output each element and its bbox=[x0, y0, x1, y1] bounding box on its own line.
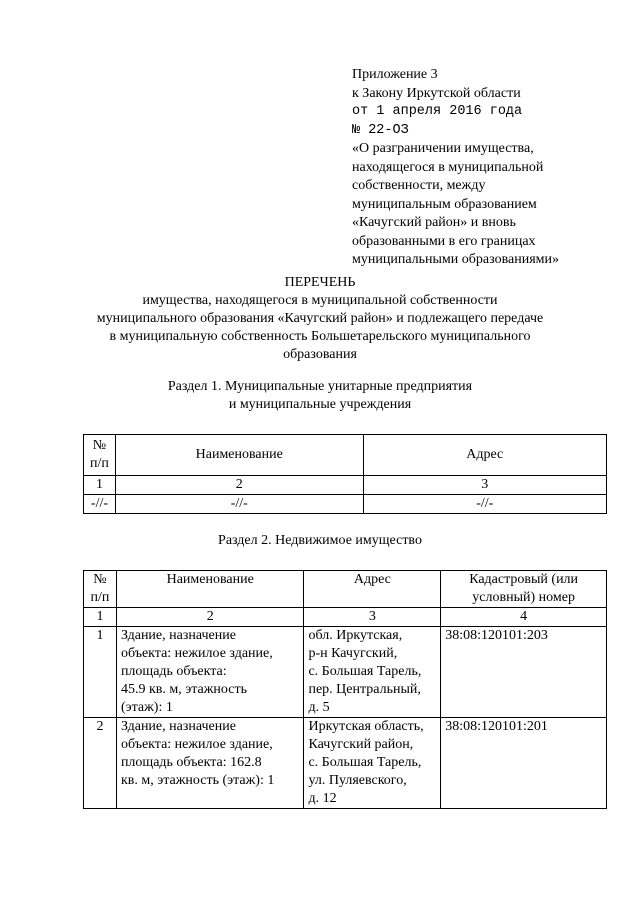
section1-title-line-2: и муниципальные учреждения bbox=[228, 397, 412, 412]
header-name: Наименование bbox=[116, 571, 304, 608]
header-num-symbol: № bbox=[93, 572, 107, 587]
index-row bbox=[84, 608, 607, 627]
title-main: ПЕРЕЧЕНЬ bbox=[284, 275, 356, 290]
table-cell: -//- bbox=[363, 495, 606, 514]
row-name-line: площадь объекта: 162.8 bbox=[120, 755, 262, 770]
row-num: 1 bbox=[84, 627, 117, 718]
row-name-line: объекта: нежилое здание, bbox=[120, 737, 273, 752]
header-num bbox=[84, 435, 116, 476]
appendix-law-title-5: «Качугский район» и вновь bbox=[352, 215, 516, 230]
header-cadastral bbox=[441, 571, 607, 608]
title-line-4: образования bbox=[283, 347, 357, 362]
row-address-line: с. Большая Тарель, bbox=[308, 664, 422, 679]
appendix-law-title-6: образованными в его границах bbox=[352, 233, 536, 249]
appendix-number: Приложение 3 bbox=[352, 67, 438, 82]
table-row bbox=[84, 495, 607, 514]
appendix-date: от 1 апреля 2016 года bbox=[352, 104, 523, 119]
row-name-line: Здание, назначение bbox=[120, 628, 236, 643]
table-cell: -//- bbox=[115, 495, 363, 514]
index-cell: 2 bbox=[115, 476, 363, 495]
header-address: Адрес bbox=[304, 571, 441, 608]
section1-table bbox=[83, 434, 607, 514]
header-num-abbrev: п/п bbox=[90, 590, 110, 605]
appendix-header bbox=[352, 66, 622, 270]
section1-title bbox=[0, 378, 640, 414]
header-cadastral-line-1: Кадастровый (или bbox=[469, 572, 579, 587]
row-address-line: р-н Качугский, bbox=[308, 646, 398, 661]
title-line-1: имущества, находящегося в муниципальной собственности bbox=[142, 293, 498, 308]
row-address bbox=[304, 718, 441, 809]
row-name-line: (этаж): 1 bbox=[120, 700, 173, 715]
row-name-line: кв. м, этажность (этаж): 1 bbox=[120, 773, 275, 788]
index-cell: 4 bbox=[441, 608, 607, 627]
title-line-2: муниципального образования «Качугский район» и подлежащего передаче bbox=[96, 311, 544, 326]
header-num-abbrev: п/п bbox=[90, 456, 109, 471]
appendix-law-title-4: муниципальным образованием bbox=[352, 196, 537, 212]
appendix-law-title-2: находящегося в муниципальной bbox=[352, 159, 544, 175]
header-cadastral-line-2: условный) номер bbox=[472, 590, 575, 605]
row-address-line: д. 12 bbox=[308, 791, 337, 806]
index-cell: 3 bbox=[363, 476, 606, 495]
index-row bbox=[84, 476, 607, 495]
row-name-line: 45.9 кв. м, этажность bbox=[120, 682, 247, 697]
appendix-law: к Закону Иркутской области bbox=[352, 85, 521, 101]
row-name bbox=[116, 627, 304, 718]
row-name-line: объекта: нежилое здание, bbox=[120, 646, 273, 661]
header-address: Адрес bbox=[363, 435, 606, 476]
index-cell: 1 bbox=[84, 476, 116, 495]
appendix-law-title-7: муниципальными образованиями» bbox=[352, 252, 559, 267]
section2-title: Раздел 2. Недвижимое имущество bbox=[218, 533, 422, 548]
appendix-law-title-3: собственности, между bbox=[352, 178, 486, 193]
table-row bbox=[84, 627, 607, 718]
row-name-line: площадь объекта: bbox=[120, 664, 227, 679]
row-address-line: ул. Пуляевского, bbox=[308, 773, 407, 788]
row-address-line: Иркутская область, bbox=[308, 719, 424, 734]
section1-title-line-1: Раздел 1. Муниципальные унитарные предприятия bbox=[167, 379, 473, 394]
row-address-line: пер. Центральный, bbox=[308, 682, 421, 697]
row-address bbox=[304, 627, 441, 718]
index-cell: 3 bbox=[304, 608, 441, 627]
table-row bbox=[84, 718, 607, 809]
row-name bbox=[116, 718, 304, 809]
table-cell: -//- bbox=[84, 495, 116, 514]
header-num bbox=[84, 571, 117, 608]
row-cadastral: 38:08:120101:203 bbox=[441, 627, 607, 718]
row-address-line: обл. Иркутская, bbox=[308, 628, 403, 643]
header-name: Наименование bbox=[115, 435, 363, 476]
section2-table bbox=[83, 570, 607, 809]
title-line-3: в муниципальную собственность Большетарельского муниципального bbox=[109, 329, 531, 344]
row-address-line: д. 5 bbox=[308, 700, 330, 715]
row-name-line: Здание, назначение bbox=[120, 719, 236, 734]
row-address-line: Качугский район, bbox=[308, 737, 414, 752]
appendix-law-number: № 22-ОЗ bbox=[352, 122, 409, 138]
appendix-law-title-1: «О разграничении имущества, bbox=[352, 141, 534, 156]
row-address-line: с. Большая Тарель, bbox=[308, 755, 422, 770]
index-cell: 1 bbox=[84, 608, 117, 627]
row-num: 2 bbox=[84, 718, 117, 809]
document-title bbox=[0, 274, 640, 364]
row-cadastral: 38:08:120101:201 bbox=[441, 718, 607, 809]
header-num-symbol: № bbox=[92, 438, 107, 453]
index-cell: 2 bbox=[116, 608, 304, 627]
